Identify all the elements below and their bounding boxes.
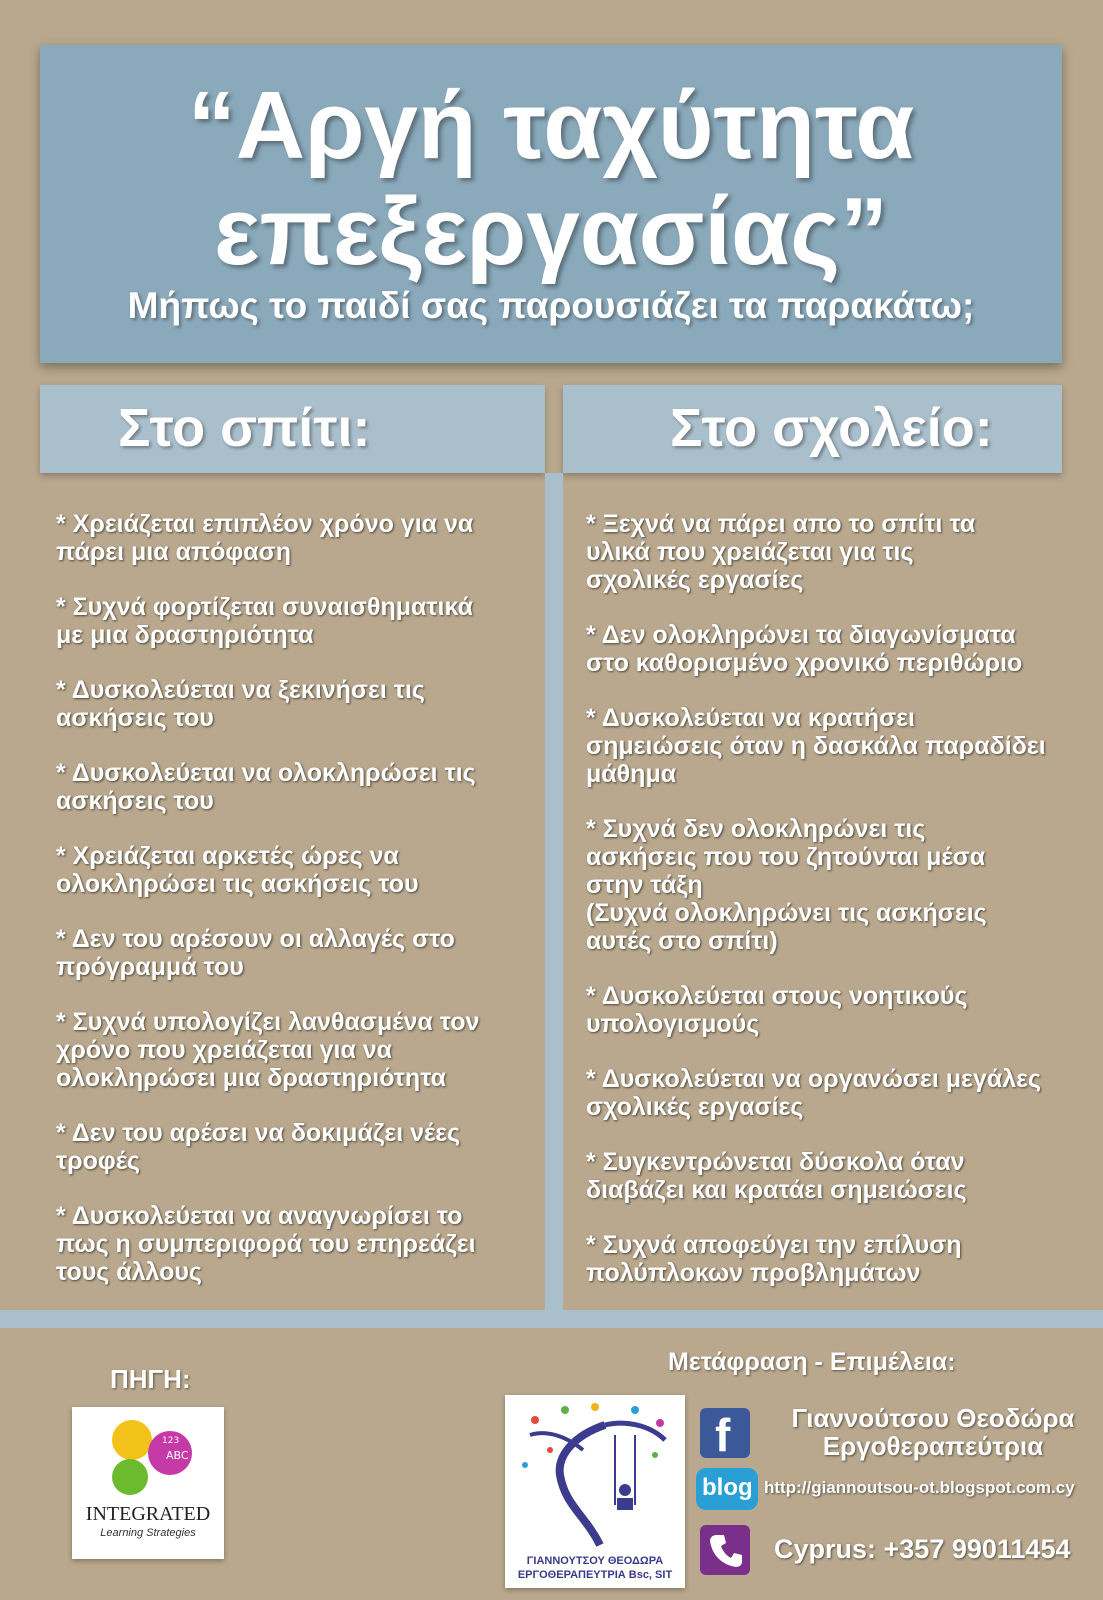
school-list-item: * Συχνά αποφεύγει την επίλυση πολύπλοκων προβλημάτων xyxy=(586,1231,962,1287)
title-line-1: “Αργή ταχύτητα xyxy=(187,72,915,179)
home-heading: Στο σπίτι: xyxy=(118,398,371,458)
home-list-item: * Δεν του αρέσει να δοκιμάζει νέες τροφές xyxy=(56,1119,461,1175)
school-list-item: * Συγκεντρώνεται δύσκολα όταν διαβάζει και κρατάει σημειώσεις xyxy=(586,1148,967,1204)
school-heading: Στο σχολείο: xyxy=(670,398,993,458)
blog-link[interactable]: http://giannoutsou-ot.blogspot.com.cy xyxy=(764,1478,1075,1497)
school-list-item: * Δεν ολοκληρώνει τα διαγωνίσματα στο καθορισμένο χρονικό περιθώριο xyxy=(586,621,1023,677)
school-column-header xyxy=(563,385,1062,473)
translation-label: Μετάφραση - Επιμέλεια: xyxy=(668,1348,956,1376)
home-list-item: * Δυσκολεύεται να ολοκληρώσει τις ασκήσεις του xyxy=(56,759,476,815)
school-list-item: * Συχνά δεν ολοκληρώνει τις ασκήσεις που του ζητούνται μέσα στην τάξη (Συχνά ολοκληρώνει τις ασκήσεις αυτές στο σπίτι) xyxy=(586,815,987,955)
home-list xyxy=(56,510,531,1313)
author-info xyxy=(778,1404,1088,1460)
integrated-tagline: Learning Strategies xyxy=(100,1527,196,1539)
home-list-item: * Δεν του αρέσουν οι αλλαγές στο πρόγραμμά του xyxy=(56,925,455,981)
integrated-brand-text: INTEGRATED xyxy=(85,1503,211,1525)
home-list-item: * Χρειάζεται επιπλέον χρόνο για να πάρει μια απόφαση xyxy=(56,510,474,566)
home-column-header xyxy=(40,385,545,473)
svg-text:ABC: ABC xyxy=(166,1449,189,1462)
school-list-item: * Δυσκολεύεται να κρατήσει σημειώσεις όταν η δασκάλα παραδίδει μάθημα xyxy=(586,704,1046,788)
integrated-logo xyxy=(72,1407,224,1559)
logo-caption-title: ΕΡΓΟΘΕΡΑΠΕΥΤΡΙΑ Bsc, SIT xyxy=(517,1569,673,1581)
source-label: ΠΗΓΗ: xyxy=(110,1364,191,1394)
school-list-item: * Δυσκολεύεται στους νοητικούς υπολογισμούς xyxy=(586,982,968,1038)
school-list-item: * Δυσκολεύεται να οργανώσει μεγάλες σχολικές εργασίες xyxy=(586,1065,1041,1121)
column-divider xyxy=(545,473,563,1310)
facebook-icon[interactable]: f xyxy=(700,1408,750,1458)
page-subtitle: Μήπως το παιδί σας παρουσιάζει τα παρακάτω; xyxy=(127,285,975,326)
home-list-item: * Δυσκολεύεται να αναγνωρίσει το πως η συμπεριφορά του επηρεάζει τους άλλους xyxy=(56,1202,476,1286)
blog-icon[interactable]: blog xyxy=(696,1468,758,1510)
author-logo xyxy=(505,1395,685,1588)
home-list-item: * Συχνά υπολογίζει λανθασμένα τον χρόνο που χρειάζεται για να ολοκληρώσει μια δραστηριότητα xyxy=(56,1008,480,1092)
logo-caption-name: ΓΙΑΝΝΟΥΤΣΟΥ ΘΕΟΔΩΡΑ xyxy=(526,1555,664,1567)
home-list-item: * Χρειάζεται αρκετές ώρες να ολοκληρώσει τις ασκήσεις του xyxy=(56,842,419,898)
school-list-item: * Ξεχνά να πάρει απο το σπίτι τα υλικά που χρειάζεται για τις σχολικές εργασίες xyxy=(586,510,976,594)
integrated-circles-icon xyxy=(72,1407,224,1507)
phone-icon xyxy=(700,1525,750,1575)
tree-swing-icon xyxy=(505,1395,685,1555)
title-line-2: επεξεργασίας” xyxy=(213,178,888,285)
phone-number[interactable]: Cyprus: +357 99011454 xyxy=(774,1534,1071,1564)
page-title xyxy=(40,73,1062,285)
school-list xyxy=(586,510,1096,1314)
author-title: Εργοθεραπεύτρια xyxy=(822,1431,1044,1461)
home-list-item: * Δυσκολεύεται να ξεκινήσει τις ασκήσεις του xyxy=(56,676,425,732)
svg-text:123: 123 xyxy=(162,1436,180,1446)
home-list-item: * Συχνά φορτίζεται συναισθηματικά με μια δραστηριότητα xyxy=(56,593,473,649)
author-name: Γιαννούτσου Θεοδώρα xyxy=(791,1403,1075,1433)
title-banner xyxy=(40,45,1062,363)
